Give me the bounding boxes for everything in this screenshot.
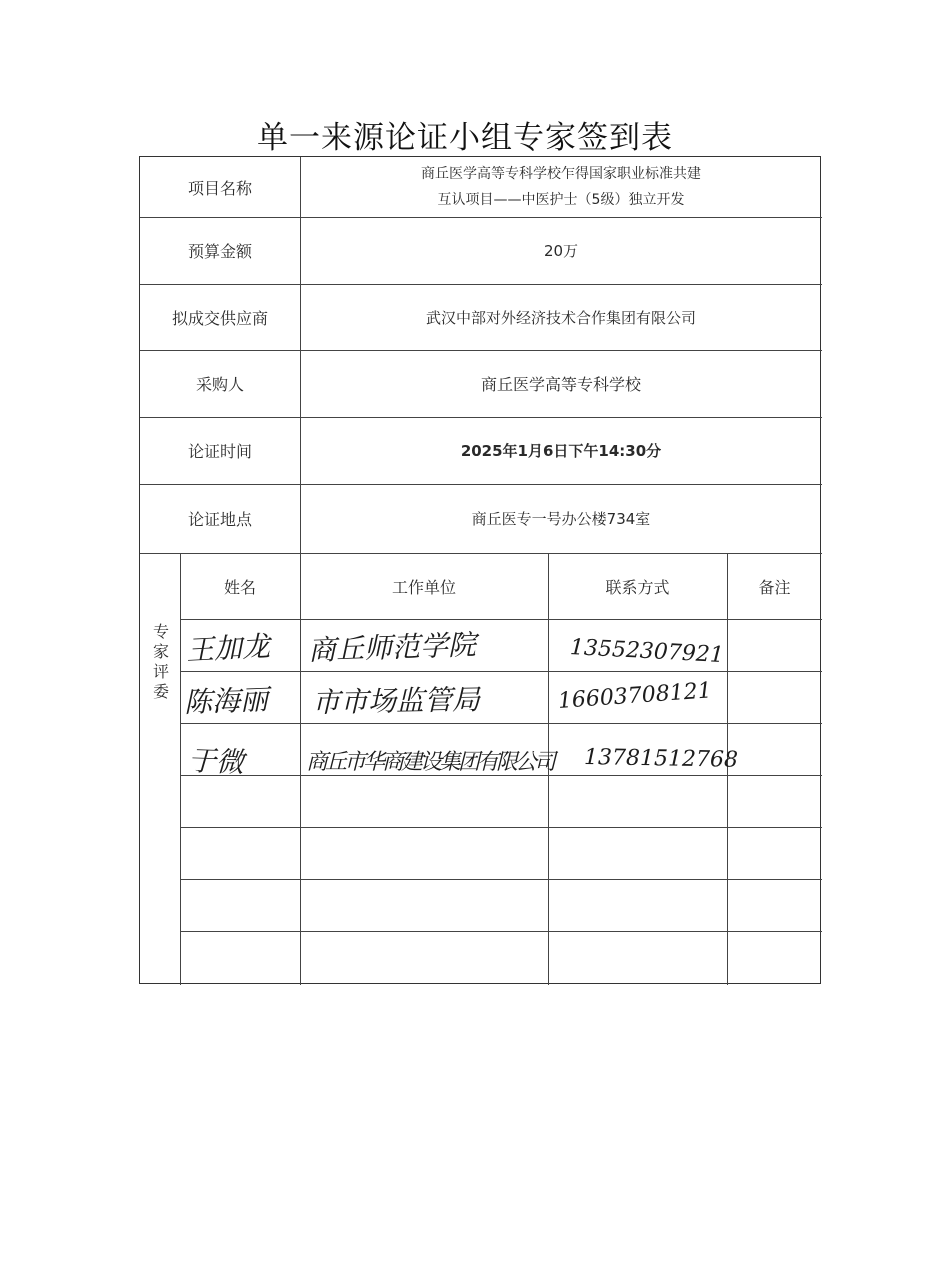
header-contact: 联系方式 xyxy=(605,577,670,597)
expert-1-unit: 商丘师范学院 xyxy=(307,628,477,667)
value-project-name xyxy=(300,157,822,217)
expert-section-label xyxy=(140,553,180,985)
value-time: 2025年1月6日下午14:30分 xyxy=(460,442,662,460)
header-name: 姓名 xyxy=(223,577,256,597)
label-project-name: 项目名称 xyxy=(187,178,252,198)
expert-2-name: 陈海丽 xyxy=(183,683,269,719)
project-name-line-1: 商丘医学高等专科学校乍得国家职业标准共建 xyxy=(421,166,701,182)
sign-in-table xyxy=(139,156,821,984)
page-title: 单一来源论证小组专家签到表 xyxy=(257,120,673,156)
expert-3-name: 于微 xyxy=(187,744,245,779)
label-budget: 预算金额 xyxy=(187,242,252,261)
expert-section-label-text: 专家评委 xyxy=(150,623,170,703)
value-purchaser: 商丘医学高等专科学校 xyxy=(480,375,641,394)
expert-2-contact: 16603708121 xyxy=(557,678,713,714)
label-supplier: 拟成交供应商 xyxy=(171,308,268,328)
expert-1-contact: 13552307921 xyxy=(569,635,725,669)
label-location: 论证地点 xyxy=(187,510,252,529)
header-unit: 工作单位 xyxy=(391,577,456,597)
expert-3-unit: 商丘市华商建设集团有限公司 xyxy=(306,750,554,775)
expert-3-contact: 13781512768 xyxy=(583,745,739,773)
expert-2-unit: 市市场监管局 xyxy=(311,683,481,719)
label-time: 论证时间 xyxy=(187,442,252,461)
value-budget: 20万 xyxy=(543,242,579,260)
project-name-line-2: 互认项目——中医护士（5级）独立开发 xyxy=(437,192,685,208)
value-supplier: 武汉中部对外经济技术合作集团有限公司 xyxy=(425,308,696,327)
header-remark: 备注 xyxy=(758,577,791,597)
value-location: 商丘医专一号办公楼734室 xyxy=(471,510,651,528)
expert-1-name: 王加龙 xyxy=(185,629,271,667)
label-purchaser: 采购人 xyxy=(195,375,244,394)
